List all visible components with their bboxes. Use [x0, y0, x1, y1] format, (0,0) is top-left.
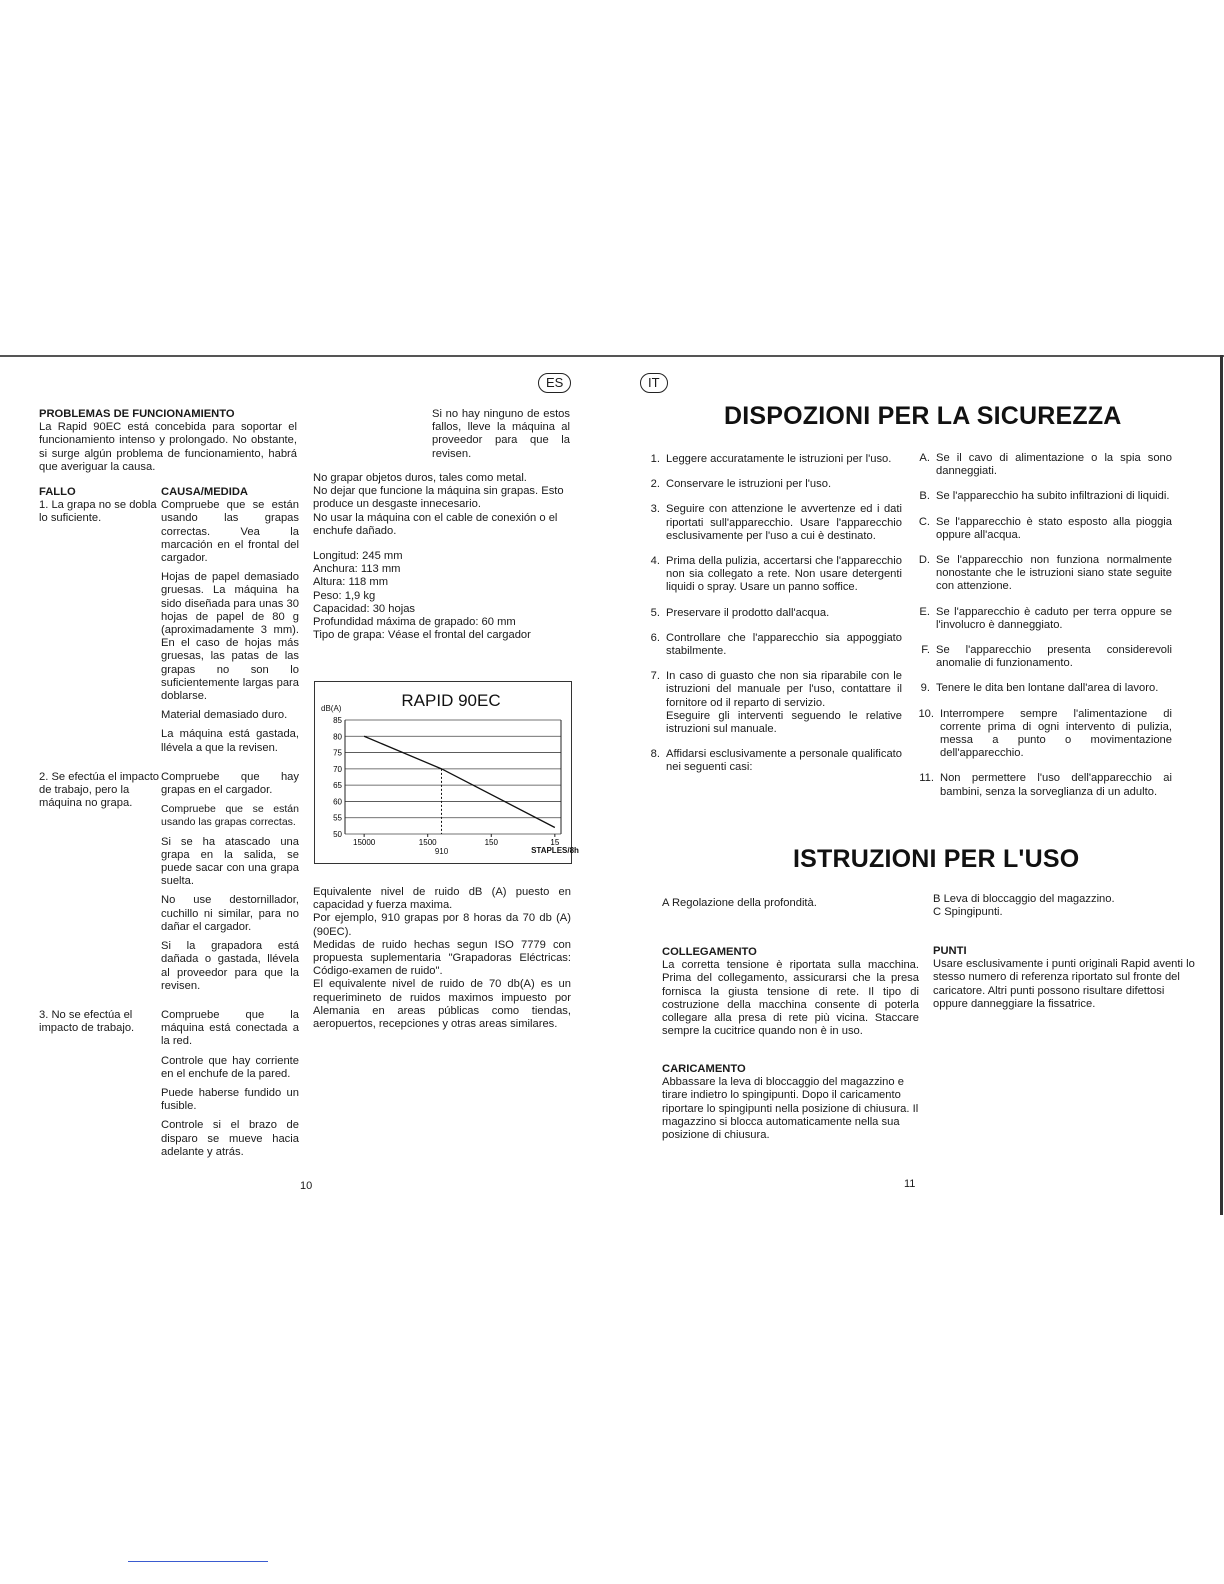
safety-item-number: A.: [919, 452, 930, 464]
safety-item-text: Preservare il prodotto dall'acqua.: [666, 606, 830, 619]
fault-row-3: [39, 1009, 301, 1165]
spec-capacity: Capacidad: 30 hojas: [313, 602, 416, 615]
safety-item-number: 7.: [650, 670, 660, 683]
safety-item-text: Affidarsi esclusivamente a personale qualificato nei seguenti casi:: [666, 748, 902, 774]
cause-1-2: Hojas de papel demasiado gruesas. La máquina ha sido diseñada para unas 30 hojas de papel de 80 g (aproximadamente 3 mm). En el caso de hojas más gruesas, las patas de las grapas no son lo suficientemente largas para doblarse.: [161, 571, 299, 703]
punti-section: [933, 945, 1195, 1011]
fault-header: FALLO: [39, 486, 76, 498]
safety-item-number: 9.: [920, 682, 930, 695]
spec-weight: Peso: 1,9 kg: [313, 589, 376, 602]
safety-item: [640, 453, 902, 466]
safety-item: [640, 670, 902, 736]
safety-item: [910, 554, 1172, 594]
safety-item-text: Se il cavo di alimentazione o la spia sono danneggiati.: [936, 452, 1172, 478]
safety-item: [910, 772, 1172, 798]
chart-y-tick-label: 50: [333, 830, 342, 839]
mid-top-note: Si no hay ninguno de estos fallos, lleve la máquina al proveedor para que la revisen.: [432, 408, 570, 460]
parts-c: C Spingipunti.: [933, 906, 1003, 919]
safety-item-text: Se l'apparecchio presenta considerevoli anomalie di funzionamento.: [936, 644, 1172, 670]
chart-y-tick-label: 65: [333, 781, 342, 791]
cause-1-1: Compruebe que se están usando las grapas correctas. Vea la marcación en el frontal del cargador.: [161, 499, 299, 565]
safety-item: [910, 682, 1172, 695]
page-right-edge: [1220, 355, 1223, 1215]
safety-item-number: 8.: [650, 748, 660, 761]
cause-3-2: Controle que hay corriente en el enchufe de la pared.: [161, 1054, 299, 1080]
safety-item-text: Leggere accuratamente le istruzioni per l'uso.: [666, 453, 892, 465]
safety-item: [640, 632, 902, 658]
fault-3: 3. No se efectúa el impacto de trabajo.: [39, 1008, 135, 1035]
safety-item-text: Se l'apparecchio è stato esposto alla pioggia oppure all'acqua.: [936, 515, 1172, 541]
chart-y-tick-label: 60: [333, 797, 342, 807]
chart-y-tick-label: 85: [333, 716, 342, 725]
fault-2: 2. Se efectúa el impacto de trabajo, pero la máquina no grapa.: [39, 770, 160, 810]
safety-item-number: D.: [918, 554, 930, 567]
chart-series-line: [364, 736, 555, 827]
chart-marker-label: 910: [434, 847, 449, 856]
safety-item-text: Se l'apparecchio è caduto per terra oppure se l'involucro è danneggiato.: [936, 605, 1172, 631]
cause-2-1: Compruebe que hay grapas en el cargador.: [161, 770, 299, 797]
safety-item-number: 2.: [650, 478, 660, 491]
page-bottom-rule: [128, 1561, 268, 1562]
lang-badge-es: ES: [538, 373, 571, 393]
safety-item: [640, 478, 902, 491]
page-number-right: 11: [904, 1178, 916, 1190]
collegamento-title: COLLEGAMENTO: [662, 946, 757, 958]
noise-text-4: El equivalente nivel de ruido de 70 db(A) es un requerimineto de ruidos maximos impuesto por Alemania en areas públicas como tiendas, aeropuertos, recepciones y otras areas similares.: [313, 978, 571, 1031]
chart-x-tick-label: 1500: [418, 838, 437, 847]
safety-item: [910, 708, 1172, 761]
safety-item-text: Se l'apparecchio non funziona normalmente nonostante che le istruzioni siano state seguite con attenzione.: [936, 554, 1172, 593]
safety-item-number: 5.: [650, 606, 660, 619]
spec-depth: Profundidad máxima de grapado: 60 mm: [313, 616, 516, 629]
safety-item-number: C.: [918, 515, 930, 528]
fault-row-1: [39, 499, 301, 761]
chart-y-tick-label: 80: [333, 732, 342, 742]
specs-list: [313, 550, 571, 642]
safety-item: [640, 748, 902, 774]
chart-y-tick-label: 55: [333, 813, 342, 823]
cause-2-5: Si la grapadora está dañada o gastada, llévela al proveedor para que la revisen.: [161, 940, 299, 992]
cause-3-1: Compruebe que la máquina está conectada a la red.: [161, 1008, 299, 1048]
chart-x-tick-label: 15000: [353, 838, 376, 847]
caricamento-text: Abbassare la leva di bloccaggio del magazzino e tirare indietro lo spingipunti. Dopo il caricamento riportare lo spingipunti nella posizione di chiusura. Il magazzino si blocca automaticamente nella sua posizione di chiusura.: [662, 1076, 919, 1142]
safety-item: [910, 606, 1172, 632]
cause-3-4: Controle si el brazo de disparo se mueve hacia adelante y atrás.: [161, 1119, 299, 1158]
chart-ylabel: dB(A): [321, 704, 342, 713]
punti-title: PUNTI: [933, 945, 967, 957]
chart-xlabel: STAPLES/8h: [531, 846, 579, 855]
safety-item-number: F.: [921, 644, 930, 657]
safety-item: [910, 490, 1172, 503]
safety-item-text: Seguire con attenzione le avvertenze ed i dati riportati sull'apparecchio. Usare l'apparecchio esclusivamente per l'uso a cui è destinato.: [666, 503, 902, 542]
noise-text-1: Equivalente nivel de ruido dB (A) puesto en capacidad y fuerza maxima.: [313, 886, 571, 912]
collegamento-section: [662, 946, 919, 1038]
chart-x-tick-label: 150: [484, 838, 498, 847]
noise-chart-svg: [315, 682, 579, 863]
safety-item-text: Prima della pulizia, accertarsi che l'apparecchio non sia collegato a rete. Non usare detergenti liquidi o spray. Usare un panno soffice.: [666, 555, 902, 594]
safety-item-number: 3.: [650, 503, 660, 516]
safety-item-number: 1.: [650, 453, 660, 465]
spec-height: Altura: 118 mm: [313, 576, 389, 589]
punti-text: Usare esclusivamente i punti originali Rapid aventi lo stesso numero di referenza riportato sul fronte del caricatore. Altri punti possono risultare difettosi oppure danneggiare la fissatrice.: [933, 958, 1195, 1010]
spec-staple-type: Tipo de grapa: Véase el frontal del cargador: [313, 629, 531, 642]
cause-header: CAUSA/MEDIDA: [161, 486, 249, 498]
page-number-left: 10: [300, 1180, 313, 1192]
safety-item-number: 11.: [919, 772, 934, 785]
noise-chart: [314, 681, 579, 864]
chart-y-tick-label: 75: [333, 748, 342, 758]
safety-title: DISPOZIONI PER LA SICUREZZA: [724, 402, 1122, 430]
parts-bc: [933, 893, 1193, 919]
collegamento-text: La corretta tensione è riportata sulla macchina. Prima del collegamento, assicurarsi che la presa fornisca la giusta tensione di rete. Il tipo di costruzione della macchina consente di poterla collegare alla presa di rete più vicina. Staccare sempre la cucitrice quando non è in uso.: [662, 959, 919, 1038]
fault-table: [39, 486, 301, 1165]
caricamento-section: [662, 1063, 919, 1142]
usage-title: ISTRUZIONI PER L'USO: [793, 845, 1080, 873]
fault-row-2: [39, 771, 301, 999]
safety-item-text: Se l'apparecchio ha subito infiltrazioni di liquidi.: [936, 490, 1170, 503]
safety-item: [640, 503, 902, 543]
safety-item: [910, 452, 1172, 478]
safety-item: [640, 555, 902, 595]
cause-2-3: Si se ha atascado una grapa en la salida, se puede sacar con una grapa suelta.: [161, 835, 299, 888]
chart-x-tick-label: 15: [550, 838, 560, 847]
chart-y-tick-label: 70: [333, 764, 342, 774]
problems-section: [39, 408, 297, 474]
parts-b: B Leva di bloccaggio del magazzino.: [933, 893, 1115, 905]
safety-list-a: [640, 453, 902, 787]
lang-badge-it: IT: [640, 373, 668, 393]
safety-item-text: In caso di guasto che non sia riparabile con le istruzioni del manuale per l'uso, contattare il fornitore od il reparto di servizio. Eseguire gli interventi seguendo le relative istruzioni sul manuale.: [666, 670, 902, 736]
problems-intro: La Rapid 90EC está concebida para soportar el funcionamiento intenso y prolongado. No obstante, si surge algún problema de funcionamiento, habrá que averiguar la causa.: [39, 421, 297, 473]
cause-2-4: No use destornillador, cuchillo ni similar, para no dañar el cargador.: [161, 894, 299, 933]
safety-item: [910, 516, 1172, 542]
cause-1-3: Material demasiado duro.: [161, 709, 288, 722]
safety-item-text: Tenere le dita ben lontane dall'area di lavoro.: [936, 682, 1159, 695]
warnings-text: No grapar objetos duros, tales como metal. No dejar que funcione la máquina sin grapas. Esto produce un desgaste innecesario. No usar la máquina con el cable de conexión o el enchufe dañado.: [313, 472, 564, 537]
safety-item: [910, 644, 1172, 670]
spec-width: Anchura: 113 mm: [313, 563, 401, 576]
safety-item-number: B.: [919, 490, 930, 503]
safety-item: [640, 607, 902, 620]
page-top-rule: [0, 355, 1224, 357]
fault-table-header: [39, 486, 301, 499]
safety-item-text: Interrompere sempre l'alimentazione di corrente prima di ogni intervento di pulizia, messa a punto o movimentazione dell'apparecchio.: [940, 707, 1172, 760]
safety-item-number: E.: [919, 605, 930, 618]
cause-1-4: La máquina está gastada, llévela a que la revisen.: [161, 728, 299, 754]
noise-text: [313, 886, 571, 1031]
cause-2-2: Compruebe que se están usando las grapas correctas.: [161, 803, 299, 829]
safety-item-text: Conservare le istruzioni per l'uso.: [666, 478, 832, 491]
problems-title: PROBLEMAS DE FUNCIONAMIENTO: [39, 408, 235, 420]
fault-1: 1. La grapa no se dobla lo suficiente.: [39, 499, 157, 525]
noise-text-3: Medidas de ruido hechas segun ISO 7779 con propuesta suplementaria "Grapadoras Eléctricas: Código-examen de ruido".: [313, 938, 571, 978]
safety-list-b: [910, 452, 1172, 811]
safety-item-text: Controllare che l'apparecchio sia appoggiato stabilmente.: [666, 631, 902, 658]
cause-3-3: Puede haberse fundido un fusible.: [161, 1086, 299, 1113]
safety-item-number: 10.: [918, 707, 934, 720]
spec-length: Longitud: 245 mm: [313, 550, 403, 562]
parts-a: A Regolazione della profondità.: [662, 897, 817, 909]
noise-text-2: Por ejemplo, 910 grapas por 8 horas da 70 db (A) (90EC).: [313, 912, 571, 938]
safety-item-number: 6.: [650, 631, 660, 644]
safety-item-number: 4.: [650, 555, 660, 568]
chart-title: RAPID 90EC: [401, 691, 501, 710]
safety-item-text: Non permettere l'uso dell'apparecchio ai bambini, senza la sorveglianza di un adulto.: [940, 772, 1172, 798]
caricamento-title: CARICAMENTO: [662, 1063, 746, 1075]
